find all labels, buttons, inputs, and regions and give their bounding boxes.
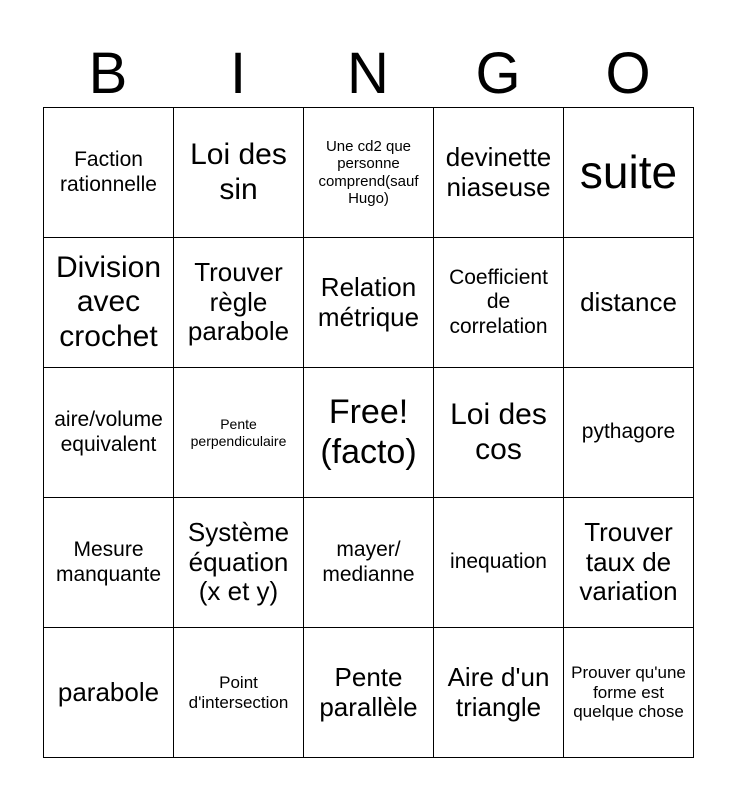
cell-text: Division avec crochet	[55, 250, 162, 353]
cell-text: Pente perpendiculaire	[190, 416, 287, 449]
cell-text: devinette niaseuse	[445, 141, 552, 202]
cell-text: parabole	[57, 676, 160, 707]
bingo-cell[interactable]	[44, 238, 174, 368]
header-letter-o: O	[605, 41, 651, 106]
bingo-cell[interactable]	[434, 498, 564, 628]
bingo-cell[interactable]	[174, 238, 304, 368]
bingo-cell[interactable]	[564, 628, 694, 758]
cell-text: pythagore	[581, 420, 676, 444]
cell-text: suite	[579, 146, 678, 199]
cell-text: Faction rationnelle	[60, 148, 157, 196]
bingo-cell[interactable]	[304, 498, 434, 628]
cell-text: inequation	[450, 550, 547, 574]
bingo-cell[interactable]	[174, 498, 304, 628]
bingo-cell[interactable]	[434, 628, 564, 758]
header-letter-i: I	[229, 41, 247, 106]
cell-text: Point d'intersection	[188, 672, 289, 712]
bingo-cell[interactable]	[304, 238, 434, 368]
bingo-cell[interactable]	[434, 108, 564, 238]
bingo-cell[interactable]	[174, 108, 304, 238]
bingo-cell[interactable]	[44, 368, 174, 498]
bingo-cell[interactable]	[434, 238, 564, 368]
cell-text: Coefficient de correlation	[449, 266, 548, 338]
bingo-cell[interactable]	[564, 238, 694, 368]
cell-text: Prouver qu'une forme est quelque chose	[571, 663, 686, 722]
bingo-cell[interactable]	[564, 108, 694, 238]
bingo-cell[interactable]	[44, 498, 174, 628]
cell-text: Aire d'un triangle	[447, 661, 550, 722]
header-letter-b: B	[88, 41, 128, 106]
bingo-header	[43, 40, 693, 108]
bingo-cell[interactable]	[564, 368, 694, 498]
cell-text: Loi des sin	[190, 138, 287, 206]
bingo-board	[43, 107, 694, 758]
bingo-cell[interactable]	[304, 628, 434, 758]
cell-text: Free! (facto)	[320, 393, 417, 471]
bingo-cell[interactable]	[434, 368, 564, 498]
cell-text: Mesure manquante	[55, 538, 162, 586]
cell-text: Relation métrique	[317, 271, 420, 332]
header-letter-g: G	[475, 41, 521, 106]
bingo-cell[interactable]	[174, 368, 304, 498]
header-letter-n: N	[347, 41, 389, 106]
cell-text: Système équation (x et y)	[187, 516, 290, 607]
bingo-cell[interactable]	[44, 628, 174, 758]
cell-text: Trouver règle parabole	[187, 256, 290, 347]
cell-text: Pente parallèle	[319, 661, 418, 722]
free-cell[interactable]	[304, 368, 434, 498]
bingo-cell[interactable]	[174, 628, 304, 758]
cell-text: aire/volume equivalent	[54, 408, 163, 456]
cell-text: Une cd2 que personne comprend(sauf Hugo)	[318, 138, 419, 207]
bingo-cell[interactable]	[564, 498, 694, 628]
bingo-cell[interactable]	[44, 108, 174, 238]
cell-text: mayer/ medianne	[322, 538, 415, 586]
cell-text: Trouver taux de variation	[579, 516, 678, 607]
bingo-cell[interactable]	[304, 108, 434, 238]
cell-text: distance	[580, 286, 677, 317]
cell-text: Loi des cos	[450, 398, 547, 466]
